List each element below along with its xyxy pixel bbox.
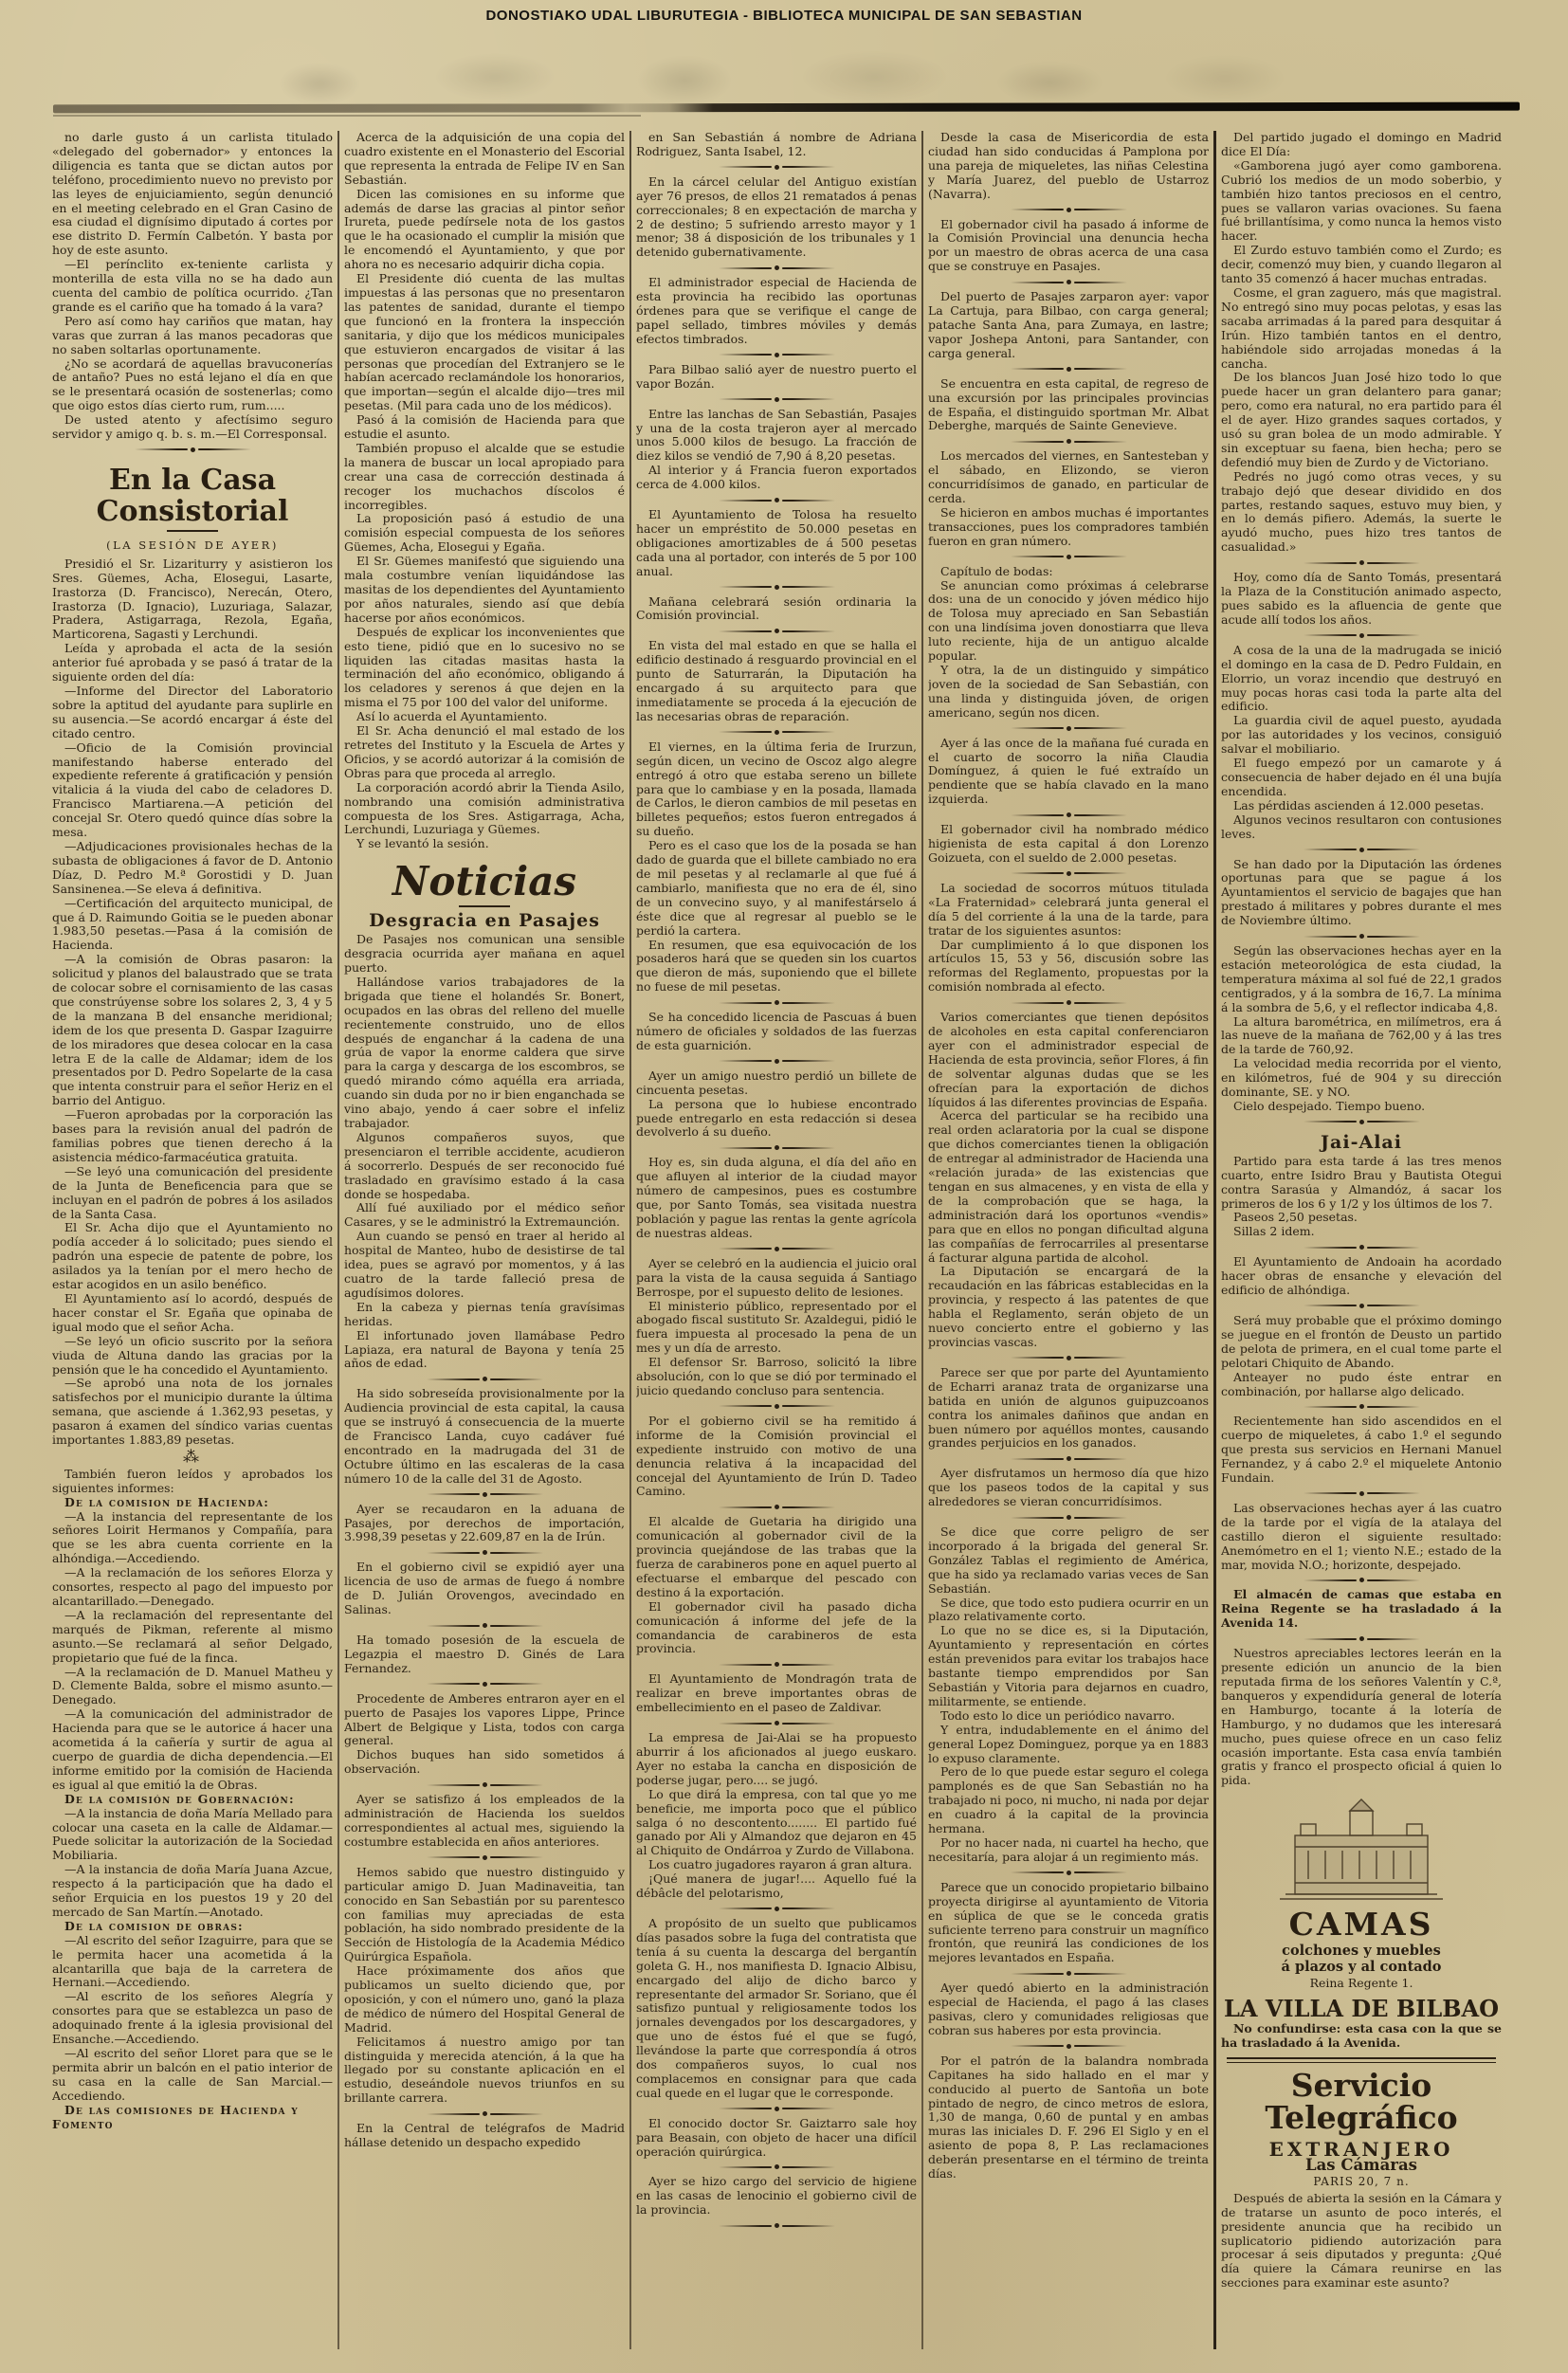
separator-ornament bbox=[636, 725, 917, 739]
paragraph: El alcalde de Guetaria ha dirigido una comunicación al gobernador civil de la provincia quejándose de las trabas que la fuerza de carabineros pone en aquel puerto al efectuarse el embarque del pescado con destino á la exportación. bbox=[636, 1514, 917, 1599]
separator-ornament bbox=[928, 203, 1209, 217]
paragraph: Y entra, indudablemente en el ánimo del general Lopez Dominguez, porque ya en 1883 lo expuso claramente. bbox=[928, 1722, 1209, 1765]
paragraph: Al interior y á Francia fueron exportados cerca de 4.000 kilos. bbox=[636, 463, 917, 492]
separator-ornament bbox=[1221, 1115, 1502, 1129]
paragraph: La altura barométrica, en milímetros, era á las nueve de la mañana de 762,00 y á las tres de la tarde de 760,92. bbox=[1221, 1013, 1502, 1057]
paragraph: Presidió el Sr. Lizariturry y asistieron los Sres. Güemes, Acha, Elosegui, Lasarte, Irastorza (D. Francisco), Nerecán, Otero, Irastorza (D. Ignacio), Luzuriaga, Salazar, Pradera, Astigarraga, Rezola, Egaña, Marticorena, Sagasti y Lerchundi. bbox=[52, 556, 333, 642]
short-rule bbox=[459, 905, 510, 907]
paragraph: El Sr. Acha dijo que el Ayuntamiento no podía acceder á lo solicitado; pues siendo el padrón una especie de patente de pobre, los asilados ya la tenían por el mero hecho de estar acogidos en un asilo benéfico. bbox=[52, 1220, 333, 1292]
separator-ornament bbox=[928, 1966, 1209, 1981]
paragraph: Del puerto de Pasajes zarparon ayer: vapor La Cartuja, para Bilbao, con carga general; patache Santa Ana, para Zumaya, en lastre; vapor Joshepa Antoni, para Santander, con carga general. bbox=[928, 289, 1209, 360]
separator-ornament bbox=[1221, 929, 1502, 943]
separator-ornament bbox=[928, 550, 1209, 564]
paragraph: El fuego empezó por un camarote y á consecuencia de haber dejado en él una bujía encendida. bbox=[1221, 756, 1502, 798]
separator-ornament bbox=[636, 1716, 917, 1730]
paragraph: —A la instancia de doña María Mellado para colocar una caseta en la calle de Aldamar.—Puede solicitar la autorización de la Sociedad Mobiliaria. bbox=[52, 1805, 333, 1863]
paragraph: Ayer quedó abierto en la administración especial de Hacienda, el pago á las clases pasivas, clero y comunidades religiosas que cobran sus haberes por esta provincia. bbox=[928, 1981, 1209, 2037]
paragraph: Se encuentra en esta capital, de regreso de una excursión por las principales provincias de España, el distinguido sportman Mr. Albat Deberghe, marqués de Sainte Genevieve. bbox=[928, 375, 1209, 433]
paragraph: ¡Qué manera de jugar!.... Aquello fué la débâcle del pelotarismo, bbox=[636, 1871, 917, 1901]
paragraph: Los cuatro jugadores rayaron á gran altura. bbox=[648, 1857, 913, 1872]
paragraph: A propósito de un suelto que publicamos días pasados sobre la fuga del contratista que tenía á su cuenta la descarga del bergantín goleta G. H., nos manifiesta D. Ignacio Albisu, encargado del alijo de dicho barco y representante del armador Sr. Soriano, que él satisfizo puntual y religiosamente todos los jornales devengados por los descargadores, y que uno de éstos fué el que se fugó, llevándose la parte que correspondía á otros dos compañeros suyos, lo cual nos complacemos en consignar para que cada cual quede en el lugar que le corresponde. bbox=[636, 1915, 917, 2100]
separator-ornament bbox=[344, 1372, 625, 1386]
news-subhead: Jai-Alai bbox=[1321, 1131, 1402, 1153]
paragraph: —Se leyó un oficio suscrito por la señora viuda de Altuna dando las gracias por la pensión que le ha concedido el Ayuntamiento. bbox=[52, 1333, 333, 1377]
paragraph: De usted atento y afectísimo seguro servidor y amigo q. b. s. m.—El Corresponsal. bbox=[52, 412, 333, 442]
separator-ornament bbox=[928, 1510, 1209, 1524]
paragraph: Todo esto lo dice un periódico navarro. bbox=[940, 1707, 1176, 1723]
separator-ornament bbox=[1221, 556, 1502, 570]
paragraph: no darle gusto á un carlista titulado «delegado del gobernador» y entonces la diligencia es tanta que se dictan autos por teléfono, procedimiento nuevo no previsto por las leyes de enjuiciamiento, según denunció en el meeting celebrado en el Gran Casino de esa ciudad el dignísimo diputado á cortes por ese distrito D. Fermín Calbetón. Y basta por hoy de este asunto. bbox=[52, 131, 333, 258]
separator-ornament bbox=[52, 443, 333, 457]
double-rule bbox=[1227, 2057, 1496, 2063]
paragraph: Del partido jugado el domingo en Madrid dice El Día: bbox=[1221, 131, 1502, 158]
paragraph: Felicitamos á nuestro amigo por tan distinguida y merecida atención, á la que ha llegado por su constante aplicación en el estudio, deseándole nuevos triunfos en su brillante carrera. bbox=[344, 2034, 625, 2106]
paragraph: Se dice, que todo esto pudiera ocurrir en un plazo relativamente corto. bbox=[928, 1595, 1209, 1624]
separator-ornament bbox=[636, 624, 917, 638]
paragraph: Acerca de la adquisición de una copia del cuadro existente en el Monasterio del Escorial que representa la entrada de Felipe IV en San Sebastián. bbox=[344, 131, 625, 187]
paragraph: Varios comerciantes que tienen depósitos de alcoholes en esta capital conferenciaron ayer con el administrador especial de Hacienda de esta provincia, señor Flores, á fin de solventar algunas dudas que se les ofrecían para la exportación de dichos líquidos á las diferentes provincias de España. bbox=[928, 1010, 1209, 1109]
paragraph: El Ayuntamiento de Tolosa ha resuelto hacer un empréstito de 50.000 pesetas en obligaciones amortizables de á 500 pesetas cada una al portador, con interés de 5 por 100 anual. bbox=[636, 507, 917, 578]
separator-ornament bbox=[344, 1778, 625, 1792]
paragraph: Los mercados del viernes, en Santesteban y el sábado, en Elizondo, se vieron concurridísimos de ganado, en particular de cerda. bbox=[928, 448, 1209, 506]
paragraph: En el gobierno civil se expidió ayer una licencia de uso de armas de fuego á nombre de D. Julián Orovengos, avecindado en Salinas. bbox=[344, 1560, 625, 1617]
paragraph: Después de explicar los inconvenientes que esto tiene, pidió que en lo sucesivo no se liquiden las citadas masitas hasta la terminación del año económico, obligando á los celadores y serenos á que dejen en la misma el 75 por 100 del valor del uniforme. bbox=[344, 624, 625, 710]
paragraph: —Certificación del arquitecto municipal, de que á D. Raimundo Goitia se le pueden abonar 1.983,50 pesetas.—Pasa á la comisión de Hacienda. bbox=[52, 895, 333, 953]
paragraph: La persona que lo hubiese encontrado puede entregarlo en esta redacción si desea devolverlo á su dueño. bbox=[636, 1096, 917, 1140]
paragraph: Pasó á la comisión de Hacienda para que estudie el asunto. bbox=[344, 412, 625, 442]
telegraph-service-headline: Servicio Telegráfico bbox=[1265, 2066, 1458, 2137]
building-engraving bbox=[1221, 1792, 1502, 1904]
column-4 bbox=[928, 131, 1209, 2364]
separator-ornament bbox=[928, 721, 1209, 736]
separator-ornament bbox=[344, 1677, 625, 1691]
paragraph: Cielo despejado. Tiempo bueno. bbox=[1233, 1099, 1426, 1113]
paragraph: —Oficio de la Comisión provincial manifestando haberse enterado del expediente referente á gratificación y pensión vitalicia á la viuda del cabo de celadores D. Francisco Martiarena.—A petición del concejal Sr. Otero quedó quince días sobre la mesa. bbox=[52, 739, 333, 840]
separator-ornament bbox=[1221, 1240, 1502, 1254]
paragraph: —Se aprobó una nota de los jornales satisfechos por el municipio durante la última semana, que asciende á 1.362,93 pesetas, y pasaron á examen del síndico varias cuentas importantes 1.883,89 pesetas. bbox=[52, 1376, 333, 1448]
paragraph: Hace próximamente dos años que publicamos un suelto diciendo que, por oposición, y con el número uno, ganó la plaza de médico de número del Hospital General de Madrid. bbox=[344, 1963, 625, 2035]
paragraph: Dichos buques han sido sometidos á observación. bbox=[344, 1747, 625, 1777]
separator-ornament bbox=[344, 1618, 625, 1633]
paragraph: Acerca del particular se ha recibido una real orden aclaratoria por la cual se dispone que dichos comerciantes tienen la obligación de entregar al administrador de Hacienda una «relación jurada» de las existencias que tengan en sus almacenes, y en vista de ella y de la comprobación que se haga, la administración dará los oportunos «vendis» para que en ellos no pongan dificultad alguna las compañías de ferrocarriles al presentarse á facturar alguna partida de alcohol. bbox=[928, 1108, 1209, 1265]
paragraph: El Presidente dió cuenta de las multas impuestas á las personas que no presentaron las patentes de sanidad, durante el tiempo que funcionó en la frontera la inspección sanitaria, y dijo que los médicos municipales que estuvieron encargados de visitar á las personas que procedían del Extranjero se le habían acercado reclamándole los honorarios, que importan—según el alcalde dijo—tres mil pesetas. (Mil para cada uno de los médicos). bbox=[344, 271, 625, 413]
bold-paragraph: No confundirse: esta casa con la que se ha trasladado á la Avenida. bbox=[1221, 2020, 1502, 2050]
paragraph: La velocidad media recorrida por el viento, en kilómetros, fué de 904 y su dirección dominante, SE. y NO. bbox=[1221, 1056, 1502, 1100]
paragraph: En la cabeza y piernas tenía gravísimas heridas. bbox=[344, 1299, 625, 1328]
paragraph: El infortunado joven llamábase Pedro Lapiaza, era natural de Bayona y tenía 25 años de edad. bbox=[344, 1327, 625, 1371]
separator-ornament bbox=[1221, 1399, 1502, 1414]
columns-container bbox=[52, 131, 1520, 2364]
separator-ornament bbox=[636, 2102, 917, 2116]
separator-ornament bbox=[636, 261, 917, 275]
paragraph: Ayer se celebró en la audiencia el juicio oral para la vista de la causa seguida á Santiago Berrospe, por el supuesto delito de lesiones. bbox=[636, 1255, 917, 1299]
paragraph: Recientemente han sido ascendidos en el cuerpo de miqueletes, á cabo 1.º el segundo que presta sus servicios en Hernani Manuel Fernandez, y á cabo 2.º el miquelete Antonio Fundain. bbox=[1221, 1414, 1502, 1486]
section-headline: En la Casa Consistorial bbox=[96, 463, 289, 528]
separator-ornament bbox=[636, 1399, 917, 1414]
paragraph: Parece que un conocido propietario bilbaino proyecta dirigirse al ayuntamiento de Vitoria en súplica de que se le conceda gratis suficiente terreno para construir un magnífico frontón, que reunirá las condiciones de los mejores levantados en España. bbox=[928, 1879, 1209, 1965]
paragraph: Después de abierta la sesión en la Cámara y de tratarse un asunto de poco interés, el presidente anuncia que ha recibido un suplicatorio pidiendo autorización para procesar á seis diputados y pregunta: ¿Qué día quiere la Cámara reunirse en las secciones para examinar este asunto? bbox=[1221, 2190, 1502, 2291]
paragraph: La empresa de Jai-Alai se ha propuesto aburrir á los aficionados al juego euskaro. Ayer no estaba la cancha en disposición de poderse jugar, pero.... se jugó. bbox=[636, 1730, 917, 1787]
paragraph: Cosme, el gran zaguero, más que magistral. No entregó sino muy pocas pelotas, y esas las sacaba arrimadas á la pared para desquitar á Irún. Hizo también tantos en el dentro, habiéndole sido arrojadas monedas á la cancha. bbox=[1221, 284, 1502, 371]
paragraph: —Informe del Director del Laboratorio sobre la aptitud del ayudante para suplirle en su ausencia.—Se acordó encargar á éste del citado centro. bbox=[52, 684, 333, 740]
paragraph: —A la reclamación del representante del marqués de Pikman, referente al mismo asunto.—Se reclamará al señor Delgado, propietario que fué de la finca. bbox=[52, 1607, 333, 1665]
faded-masthead-ghost bbox=[57, 36, 1517, 104]
paragraph: Paseos 2,50 pesetas. bbox=[1233, 1210, 1358, 1225]
paragraph: El Ayuntamiento de Andoain ha acordado hacer obras de ensanche y elevación del edificio de alhóndiga. bbox=[1221, 1254, 1502, 1298]
separator-ornament bbox=[636, 1141, 917, 1155]
separator-ornament bbox=[928, 275, 1209, 289]
paragraph: Las observaciones hechas ayer á las cuatro de la tarde por el vigía de la atalaya del castillo dieron el siguiente resultado: Anemómetro en el 1; viento N.E.; estado de la mar, movida N.O.; horizonte, despejado. bbox=[1221, 1500, 1502, 1572]
paragraph: Aun cuando se pensó en traer al herido al hospital de Manteo, hubo de desistirse de tal idea, pues se agravó por momentos, y á las cuatro de la tarde falleció presa de agudísimos dolores. bbox=[344, 1229, 625, 1300]
masthead-rule bbox=[53, 102, 1520, 114]
short-rule bbox=[167, 530, 218, 532]
paragraph: Ayer disfrutamos un hermoso día que hizo que los paseos todos de la capital y sus alrededores se vieran concurridísimos. bbox=[928, 1466, 1209, 1509]
paragraph: Pedrés no jugó como otras veces, y su trabajo dejó que desear dividido en dos partes, restando saques, estuvo muy bien, y en lo demás pifiero. Además, la suerte le ayudó mucho, pues hizo tres tantos de casualidad.» bbox=[1221, 468, 1502, 555]
paragraph: Algunos vecinos resultaron con contusiones leves. bbox=[1221, 812, 1502, 841]
paragraph: En vista del mal estado en que se halla el edificio destinado á resguardo provincial en el punto de Saturrarán, la Diputación ha encargado á su arquitecto para que inmediatamente se proceda á la ejecución de las necesarias obras de reparación. bbox=[636, 638, 917, 723]
separator-ornament bbox=[636, 1500, 917, 1514]
paragraph: —Al escrito de los señores Alegría y consortes para que se establezca un paso de adoquinado frente á la iglesia provisional del Ensanche.—Accediendo. bbox=[52, 1989, 333, 2047]
paragraph: Las pérdidas ascienden á 12.000 pesetas. bbox=[1233, 797, 1485, 812]
separator-ornament bbox=[1221, 629, 1502, 643]
paragraph: La corporación acordó abrir la Tienda Asilo, nombrando una comisión administrativa compuesta de los Sres. Astigarraga, Acha, Lerchundi, Luzuriaga y Güemes. bbox=[344, 779, 625, 837]
paragraph: Según las observaciones hechas ayer en la estación meteorológica de esta ciudad, la temperatura máxima al sol fué de 22,1 grados centigrados, y á la sombra de 16,7. La mínima á la sombra de 5,6, y el reflector indicaba 4,8. bbox=[1221, 943, 1502, 1014]
paragraph: Se anuncian como próximas á celebrarse dos: una de un conocido y jóven médico hijo de Tolosa muy apreciado en San Sebastián con una lindísima joven donostiarra que lleva luto reciente, hija de un antiguo alcalde popular. bbox=[928, 577, 1209, 664]
paragraph: Por el gobierno civil se ha remitido á informe de la Comisión provincial el expediente instruido con motivo de una denuncia relativa á la incapacidad del concejal del Ayuntamiento de Irún D. Tadeo Camino. bbox=[636, 1413, 917, 1499]
paragraph: En la cárcel celular del Antiguo existían ayer 76 presos, de ellos 21 rematados á penas correccionales; 8 en expectación de marcha y 2 de destino; 5 sufriendo arresto mayor y 1 menor; 38 á disposición de los tribunales y 1 detenido gubernativamente. bbox=[636, 173, 917, 260]
paragraph: En la Central de telégrafos de Madrid hállase detenido un despacho expedido bbox=[344, 2121, 625, 2150]
paragraph: La guardia civil de aquel puesto, ayudada por las autoridades y los vecinos, consiguió salvar el mobiliario. bbox=[1221, 713, 1502, 757]
column-divider bbox=[337, 131, 339, 2349]
paragraph: El viernes, en la última feria de Irurzun, según dicen, un vecino de Oscoz algo alegre entregó á otro que estaba sereno un billete para que lo cambiase y en la posada, llamada de Carlos, le dieron cambios de mil pesetas en billetes pequeños; estos fueron entregados á su dueño. bbox=[636, 739, 917, 839]
noticias-headline: Noticias bbox=[392, 858, 577, 905]
committee-heading: De la comision de Hacienda: bbox=[64, 1494, 270, 1509]
separator-ornament bbox=[928, 867, 1209, 881]
paragraph: Por no hacer nada, ni cuartel ha hecho, que necesitaría, para alojar á un regimiento más. bbox=[928, 1835, 1209, 1864]
ad-line: colchones y muebles bbox=[1282, 1942, 1441, 1959]
separator-ornament bbox=[928, 434, 1209, 448]
ad-line: á plazos y al contado bbox=[1281, 1959, 1442, 1976]
paragraph: También propuso el alcalde que se estudie la manera de buscar un local apropiado para crear una casa de corrección destinada á recoger los muchachos díscolos é incorregibles. bbox=[344, 440, 625, 512]
separator-ornament bbox=[928, 362, 1209, 376]
paragraph: en San Sebastián á nombre de Adriana Rodriguez, Santa Isabel, 12. bbox=[636, 131, 917, 158]
foreign-news-headline: EXTRANJERO bbox=[1268, 2138, 1454, 2162]
paragraph: Ha tomado posesión de la escuela de Legazpia el maestro D. Ginés de Lara Fernandez. bbox=[344, 1633, 625, 1675]
paragraph: —Se leyó una comunicación del presidente de la Junta de Beneficencia para que se incluyan en el padrón de pobres á los asilados de la Santa Casa. bbox=[52, 1163, 333, 1221]
paragraph: —Adjudicaciones provisionales hechas de la subasta de obligaciones á favor de D. Antonio Díaz, D. Pedro M.ª Gorostidi y D. Juan Sansinenea.—Se eleva á definitiva. bbox=[52, 838, 333, 896]
paragraph: —A la comisión de Obras pasaron: la solicitud y planos del balaustrado que se trata de colocar sobre el cornisamiento de las casas que constrúyense sobre los solares 2, 3, 4 y 5 de la manzana B del ensanche meridional; idem de los que presenta D. Gaspar Izaguirre de los miradores que desea colocar en la casa letra E de la calle de Aldamar; idem de los presentados por D. Pedro Sopelarte de la casa que intenta construir para el señor Heriz en el barrio del Antiguo. bbox=[52, 952, 333, 1108]
separator-ornament bbox=[1221, 843, 1502, 857]
paragraph: Pero de lo que puede estar seguro el colega pamplonés es de que San Sebastián no ha trabajado ni poco, ni mucho, ni nada por dejar en cuadro á la capital de la provincia hermana. bbox=[928, 1764, 1209, 1836]
paragraph: Se ha concedido licencia de Pascuas á buen número de oficiales y soldados de las fuerzas de esta guarnición. bbox=[636, 1010, 917, 1052]
paragraph: Hemos sabido que nuestro distinguido y particular amigo D. Juan Madinaveitia, tan conocido en San Sebastián por su parentesco con familias muy apreciadas de esta población, ha sido nombrado presidente de la Sección de Histología de la Academia Médico Quirúrgica Española. bbox=[344, 1864, 625, 1964]
paragraph: También fueron leídos y aprobados los siguientes informes: bbox=[52, 1466, 333, 1495]
paragraph: Por el patrón de la balandra nombrada Capitanes ha sido hallado en el mar y conducido al puerto de Santoña un bote pintado de negro, de cinco metros de eslora, 1,30 de manga, 0,60 de puntal y en ambas muras las iniciales D. F. 296 El Siglo y en el asiento de popa 8, P. Las reclamaciones deberán presentarse en el término de treinta días. bbox=[928, 2053, 1209, 2181]
separator-ornament bbox=[636, 160, 917, 174]
library-archive-stamp: DONOSTIAKO UDAL LIBURUTEGIA - BIBLIOTECA MUNICIPAL DE SAN SEBASTIAN bbox=[485, 8, 1083, 24]
separator-ornament bbox=[344, 1545, 625, 1560]
ad-title: CAMAS bbox=[1288, 1906, 1434, 1944]
paragraph: Ayer se recaudaron en la aduana de Pasajes, por derechos de importación, 3.998,39 pesetas y 22.609,87 en la de Irún. bbox=[344, 1501, 625, 1544]
section-subhead: (LA SESIÓN DE AYER) bbox=[106, 538, 279, 552]
column-divider bbox=[629, 131, 631, 2349]
masthead-rule-thin bbox=[53, 115, 641, 117]
paragraph: Hoy es, sin duda alguna, el día del año en que afluyen al interior de la ciudad mayor número de campesinos, pues es costumbre que, por Santo Tomás, sea visitada nuestra población y pague las rentas la gente agrícola de nuestras aldeas. bbox=[636, 1155, 917, 1240]
paragraph: Ayer á las once de la mañana fué curada en el cuarto de socorro la niña Claudia Domínguez, á quien le fué extraído un pendiente que se había clavado en la mano izquierda. bbox=[928, 735, 1209, 807]
paragraph: —Al escrito del señor Izaguirre, para que se le permita hacer una acometida á la alcantarilla que baja de la carretera de Hernani.—Accediendo. bbox=[52, 1932, 333, 1990]
paragraph: La sociedad de socorros mútuos titulada «La Fraternidad» celebrará junta general el día 5 del corriente á la una de la tarde, para tratar de los siguientes asuntos: bbox=[928, 880, 1209, 938]
separator-ornament bbox=[928, 1866, 1209, 1880]
separator-ornament bbox=[344, 1488, 625, 1502]
paragraph: Se hicieron en ambos muchas é importantes transacciones, pues los compradores también fueron en gran número. bbox=[928, 504, 1209, 548]
paragraph: Mañana celebrará sesión ordinaria la Comisión provincial. bbox=[636, 593, 917, 623]
separator-ornament bbox=[636, 1657, 917, 1671]
separator-ornament bbox=[344, 1851, 625, 1865]
bold-paragraph: El almacén de camas que estaba en Reina Regente se ha trasladado á la Avenida 14. bbox=[1221, 1587, 1502, 1631]
paragraph: El Ayuntamiento de Mondragón trata de realizar en breve importantes obras de embellecimiento en el paseo de Zaldivar. bbox=[636, 1671, 917, 1715]
paragraph: Dar cumplimiento á lo que disponen los artículos 15, 53 y 56, discusión sobre las reformas del Reglamento, propuestas por la comisión nombrada al efecto. bbox=[928, 937, 1209, 995]
paragraph: La Diputación se encargará de la recaudación en las fábricas establecidas en la provincia, y respecto á las patentes de que habla el Reglamento, serán objeto de un nuevo concierto entre el gobierno y las provincias vascas. bbox=[928, 1264, 1209, 1349]
paragraph: El gobernador civil ha pasado dicha comunicación á informe del jefe de la comandancia de carabineros de esta provincia. bbox=[636, 1598, 917, 1656]
paragraph: Ha sido sobreseída provisionalmente por la Audiencia provincial de esta capital, la causa que se instruyó á consecuencia de la muerte de Francisco Landa, cuyo cadáver fué encontrado en la madrugada del 31 de Octubre último en las escaleras de la casa número 10 de la calle del 31 de Agosto. bbox=[344, 1386, 625, 1486]
paragraph: —A la instancia del representante de los señores Loirit Hermanos y Compañía, para que se les abra cuenta corriente en la alhóndiga.—Accediendo. bbox=[52, 1508, 333, 1566]
paragraph: El gobernador civil ha nombrado médico higienista de esta capital á don Lorenzo Goizueta, con el sueldo de 2.000 pesetas. bbox=[928, 822, 1209, 865]
separator-ornament bbox=[636, 2218, 917, 2233]
paragraph: Hallándose varios trabajadores de la brigada que tiene el holandés Sr. Bonert, ocupados en las obras del relleno del muelle recientemente construido, uno de ellos después de enganchar á la cadena de una grúa de vapor la enorme caldera que sirve para la carga y descarga de los escombros, se quedó mirando cómo aquélla era arriada, cuando sin duda por no ir bien enganchada se vino abajo, yendo á caer sobre el infeliz trabajador. bbox=[344, 974, 625, 1130]
separator-ornament bbox=[636, 1054, 917, 1068]
separator-ornament bbox=[636, 2160, 917, 2174]
paragraph: La proposición pasó á estudio de una comisión especial compuesta de los señores Güemes, Acha, Elosegui y Egaña. bbox=[344, 511, 625, 555]
paragraph: Será muy probable que el próximo domingo se juegue en el frontón de Deusto un partido de pelota de primera, en el cual tome parte el pelotari Chiquito de Abando. bbox=[1221, 1312, 1502, 1370]
paragraph: Hoy, como día de Santo Tomás, presentará la Plaza de la Constitución animado aspecto, pues sabido es la afluencia de gente que acude allí todos los años. bbox=[1221, 570, 1502, 627]
paragraph: —A la instancia de doña María Juana Azcue, respecto á la participación que ha dado el señor Erquicia en los puestos 19 y 20 del mercado de San Martín.—Anotado. bbox=[52, 1862, 333, 1919]
paragraph: —A la reclamación de D. Manuel Matheu y D. Clemente Balda, sobre el mismo asunto.—Denegado. bbox=[52, 1664, 333, 1707]
asterism: ⁂ bbox=[183, 1447, 202, 1467]
paragraph: De Pasajes nos comunican una sensible desgracia ocurrida ayer mañana en aquel puerto. bbox=[344, 932, 625, 976]
paragraph: Ayer un amigo nuestro perdió un billete de cincuenta pesetas. bbox=[636, 1068, 917, 1097]
ad-title: LA VILLA DE BILBAO bbox=[1223, 1994, 1500, 2022]
separator-ornament bbox=[1221, 1487, 1502, 1501]
committee-heading: De la comision de obras: bbox=[64, 1918, 244, 1933]
paragraph: —Al escrito del señor Lloret para que se le permita abrir un balcón en el patio interior de su casa en la calle de San Marcial.—Accediendo. bbox=[52, 2046, 333, 2103]
paragraph: Ayer se hizo cargo del servicio de higiene en las casas de lenocinio el gobierno civil de la provincia. bbox=[636, 2174, 917, 2218]
paragraph: Entre las lanchas de San Sebastián, Pasajes y una de la costa trajeron ayer al mercado unos 5.000 kilos de besugo. La fracción de diez kilos se vendió de 7,90 á 8,20 pesetas. bbox=[636, 406, 917, 464]
chambers-subhead: Las Cámaras bbox=[1305, 2155, 1417, 2174]
paragraph: Lo que no se dice es, si la Diputación, Ayuntamiento y representación en córtes están prevenidos para evitar los trabajos hace bastante tiempo emprendidos por San Sebastián y Vitoria para dejarnos en cuadro, militarmente, se entiende. bbox=[928, 1623, 1209, 1708]
paragraph: ¿No se acordará de aquellas bravuconerías de antaño? Pues no está lejano el día en que se le presentará ocasión de sostenerlas; como que oigo estos días cierto rum, rum..... bbox=[52, 356, 333, 413]
dateline: PARIS 20, 7 n. bbox=[1313, 2174, 1410, 2188]
separator-ornament bbox=[928, 808, 1209, 822]
paragraph: El administrador especial de Hacienda de esta provincia ha recibido las oportunas órdenes para que se verifique el cange de papel sellado, timbres móviles y demás efectos timbrados. bbox=[636, 275, 917, 346]
committee-heading: De las comisiones de Hacienda y Fomento bbox=[52, 2102, 299, 2131]
paragraph: Anteayer no pudo éste entrar en combinación, por hallarse algo delicado. bbox=[1221, 1369, 1502, 1398]
paragraph: Leída y aprobada el acta de la sesión anterior fué aprobada y se pasó á tratar de la siguiente orden del día: bbox=[52, 641, 333, 685]
separator-ornament bbox=[928, 995, 1209, 1010]
paragraph: Lo que dirá la empresa, con tal que yo me beneficie, me importa poco que el público salga ó no descontento........ El partido fué ganado por Ali y Almandoz que dejaron en 45 al Chiquito de Ondárroa y Zurdo de Villabona. bbox=[636, 1786, 917, 1858]
paragraph: Y otra, la de un distinguido y simpático joven de la sociedad de San Sebastián, con una linda y distinguida jóven, de origen americano, según nos dicen. bbox=[928, 663, 1209, 720]
paragraph: Ayer se satisfizo á los empleados de la administración de Hacienda los sueldos correspondientes al actual mes, siguiendo la costumbre establecida en años anteriores. bbox=[344, 1792, 625, 1849]
paragraph: —A la reclamación de los señores Elorza y consortes, respecto al pago del impuesto por alcantarillado.—Denegado. bbox=[52, 1565, 333, 1608]
separator-ornament bbox=[636, 1242, 917, 1256]
paragraph: El Sr. Acha denunció el mal estado de los retretes del Instituto y la Escuela de Artes y Oficios, y se acordó autorizar á la comisión de Obras para que proceda al arreglo. bbox=[344, 723, 625, 780]
paragraph: Pero es el caso que los de la posada se han dado de guarda que el billete cambiado no era de mil pesetas y al reclamarle al que fué á cambiarlo, manifiesta que no era de él, sino de un convecino suyo, y al manifestárselo á éste dice que al regresar al pueblo se le perdió la cartera. bbox=[636, 838, 917, 938]
paragraph: Sillas 2 idem. bbox=[1233, 1224, 1315, 1239]
separator-ornament bbox=[1221, 1299, 1502, 1313]
paragraph: El gobernador civil ha pasado á informe de la Comisión Provincial una denuncia hecha por un maestro de obras acerca de una casa que se construye en Pasajes. bbox=[928, 216, 1209, 274]
paragraph: Para Bilbao salió ayer de nuestro puerto el vapor Bozán. bbox=[636, 361, 917, 391]
paragraph: El Sr. Güemes manifestó que siguiendo una mala costumbre venían liquidándose las masitas de los dependientes del Ayuntamiento por años naturales, siendo así que debía hacerse por años económicos. bbox=[344, 554, 625, 625]
paragraph: El Ayuntamiento así lo acordó, después de hacer constar el Sr. Egaña que opinaba de igual modo que el señor Acha. bbox=[52, 1290, 333, 1334]
separator-ornament bbox=[928, 1451, 1209, 1466]
separator-ornament bbox=[636, 995, 917, 1010]
paragraph: De los blancos Juan José hizo todo lo que puede hacer un gran delantero para ganar; pero, como era natural, no era partido para él el de ayer. Hizo grandes saques cortados, y usó su gran bolea de un modo admirable. Y sin exceptuar su faena, bien hecha; pero se defendió muy bien de Zurdo y de Victoriano. bbox=[1221, 370, 1502, 469]
paragraph: —El perínclito ex-teniente carlista y monterilla de esta villa no se ha dado aun cuenta del cambio de política ocurrido. ¿Tan grande es el cariño que ha tomado á la vara? bbox=[52, 257, 333, 314]
paragraph: Nuestros apreciables lectores leerán en la presente edición un anuncio de la bien reputada firma de los señores Valentín y C.ª, banqueros y expendiduría general de lotería en Hamburgo, tocante á la lotería de Hamburgo, y no dudamos que les interesará mucho, pues quiese ofrece en un caso feliz ocasión importante. Esta casa envía también gratis y franco el prospecto oficial á quien lo pida. bbox=[1221, 1646, 1502, 1788]
column-1 bbox=[52, 131, 333, 2364]
column-divider bbox=[921, 131, 923, 2349]
paragraph: Parece ser que por parte del Ayuntamiento de Echarri aranaz trata de organizarse una batida en unión de algunos guipuzcoanos contra los animales dañinos que andan en buen número por aquéllos montes, causando grandes perjuicios en los ganados. bbox=[928, 1364, 1209, 1451]
separator-ornament bbox=[1221, 1573, 1502, 1587]
separator-ornament bbox=[636, 392, 917, 407]
paragraph: Se han dado por la Diputación las órdenes oportunas para que se pague á los Ayuntamientos el servicio de bagajes que han prestado á militares y pobres durante el mes de Noviembre último. bbox=[1221, 856, 1502, 928]
paragraph: Dicen las comisiones en su informe que además de darse las gracias al pintor señor Irureta, puede pedírsele nota de los gastos que le ha ocasionado el cumplir la misión que le encomendó el Ayuntamiento, y que por ahora no es necesario adquirir dicha copia. bbox=[344, 186, 625, 272]
paragraph: Desde la casa de Misericordia de esta ciudad han sido conducidas á Pamplona por una pareja de miqueletes, las niñas Celestina y María Juarez, del pueblo de Ustarroz (Navarra). bbox=[928, 131, 1209, 201]
news-subhead: Desgracia en Pasajes bbox=[369, 910, 600, 932]
paragraph: El ministerio público, representado por el abogado fiscal sustituto Sr. Azaldegui, pidió le fuera impuesta al procesado la pena de un mes y un día de arresto. bbox=[636, 1298, 917, 1356]
separator-ornament bbox=[1221, 1632, 1502, 1646]
paragraph: «Gamborena jugó ayer como gamborena. Cubrió los medios de un modo soberbio, y también hizo tantos preciosos en el centro, pues se vallaron varias ovaciones. Su faena fué brillantísima, y como nunca la hemos visto hacer. bbox=[1221, 157, 1502, 244]
separator-ornament bbox=[636, 493, 917, 507]
paragraph: En resumen, que esa equivocación de los posaderos hará que se queden sin los cuartos que dieron de más, suponiendo que el billete no fuese de mil pesetas. bbox=[636, 937, 917, 995]
paragraph: A cosa de la una de la madrugada se inició el domingo en la casa de D. Pedro Fuldain, en Elorrio, un voraz incendio que destruyó en muy pocas horas casi toda la parte alta del edificio. bbox=[1221, 642, 1502, 714]
ad-address: Reina Regente 1. bbox=[1309, 1975, 1413, 1990]
paragraph: Pero así como hay cariños que matan, hay varas que zurran á las manos pecadoras que no saben soltarlas oportunamente. bbox=[52, 313, 333, 356]
paragraph: Se dice que corre peligro de ser incorporado á la brigada del general Sr. González Tablas el regimiento de América, que ha sido ya reclamado varias veces de San Sebastián. bbox=[928, 1524, 1209, 1596]
separator-ornament bbox=[636, 580, 917, 594]
committee-heading: De la comisión de Gobernación: bbox=[64, 1791, 295, 1806]
column-2 bbox=[344, 131, 625, 2364]
paragraph: Procedente de Amberes entraron ayer en el puerto de Pasajes los vapores Lippe, Prince Albert de Belgique y Lista, todos con carga general. bbox=[344, 1690, 625, 1748]
paragraph: —A la comunicación del administrador de Hacienda para que se le autorice á hacer una acometida á la cañería y surtir de agua al cuerpo de guardia de dicha dependencia.—El informe emitido por la comisión de Hacienda es igual al que emitió la de Obras. bbox=[52, 1707, 333, 1792]
separator-ornament bbox=[928, 1351, 1209, 1365]
paragraph: El conocido doctor Sr. Gaiztarro sale hoy para Beasain, con objeto de hacer una difícil operación quirúrgica. bbox=[636, 2115, 917, 2159]
building-engraving-art bbox=[1267, 1792, 1456, 1904]
column-3 bbox=[636, 131, 917, 2364]
paragraph: Allí fué auxiliado por el médico señor Casares, y se le administró la Extremaunción. bbox=[344, 1200, 625, 1230]
paragraph: —Fueron aprobadas por la corporación las bases para la revisión anual del padrón de familias pobres que tienen derecho á la asistencia médico-farmacéutica gratuita. bbox=[52, 1107, 333, 1164]
paragraph: Algunos compañeros suyos, que presenciaron el terrible accidente, acudieron á socorrerlo. Después de ser reconocido fué trasladado en gravísimo estado á la casa donde se hospedaba. bbox=[344, 1129, 625, 1201]
paragraph: Partido para esta tarde á las tres menos cuarto, entre Isidro Brau y Bautista Otegui contra Sarasúa y Almandóz, á sacar los primeros de los 6 y 1/2 y los últimos de los 7. bbox=[1221, 1153, 1502, 1211]
separator-ornament bbox=[636, 1902, 917, 1916]
paragraph: El Zurdo estuvo también como el Zurdo; es decir, comenzó muy bien, y cuando llegaron al tanto 35 comenzó á hacer muchas entradas. bbox=[1221, 243, 1502, 286]
separator-ornament bbox=[928, 2039, 1209, 2054]
separator-ornament bbox=[344, 2107, 625, 2121]
column-5 bbox=[1221, 131, 1502, 2364]
paragraph: El defensor Sr. Barroso, solicitó la libre absolución, con lo que se dió por terminado el juicio quedando concluso para sentencia. bbox=[636, 1355, 917, 1397]
paragraph: Y se levantó la sesión. bbox=[356, 836, 489, 851]
paragraph: Así lo acuerda el Ayuntamiento. bbox=[356, 709, 548, 724]
column-divider bbox=[1213, 131, 1216, 2349]
separator-ornament bbox=[636, 348, 917, 362]
paragraph: Capítulo de bodas: bbox=[940, 563, 1053, 578]
